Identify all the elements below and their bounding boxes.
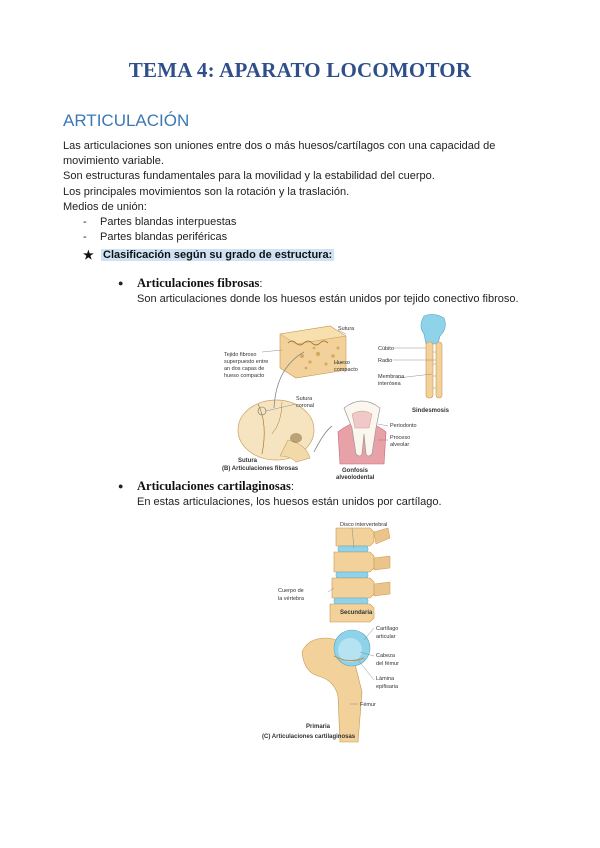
fibrosas-figure (218, 312, 470, 481)
cartilaginosas-title-line (118, 479, 442, 495)
cartilaginosas-title: Articulaciones cartilaginosas (137, 479, 291, 493)
label-cabeza-1: Cabeza (376, 653, 395, 659)
cartilaginosas-colon: : (290, 481, 294, 493)
figure-cartilaginosas-caption: (C) Articulaciones cartilaginosas (262, 734, 356, 740)
label-tejido-3: an dos capas de (224, 366, 265, 372)
fibrosas-colon: : (259, 278, 263, 290)
label-sutura-top: Sutura (338, 326, 355, 332)
label-disco: Disco intervertebral (340, 522, 388, 528)
label-proceso-2: alveolar (390, 442, 410, 448)
paragraph-definition: Las articulaciones son uniones entre dos o más huesos/cartílagos con una capacidad de movimiento variable. (63, 140, 496, 168)
label-cubito: Cúbito (378, 346, 394, 352)
label-membrana-1: Membrana (378, 374, 405, 380)
label-proceso-1: Proceso (390, 435, 411, 441)
classification-text: Clasificación según su grado de estructura: (103, 249, 333, 261)
list-item (63, 215, 543, 230)
label-gonfosis-1: Gonfosis (342, 468, 369, 474)
label-tejido-1: Tejido fibroso (224, 352, 257, 358)
cartilaginosas-block (118, 479, 442, 510)
label-periodonto: Periodonto (390, 423, 417, 429)
dash-marker: - (83, 216, 87, 229)
label-cuerpo-2: la vértebra (278, 596, 304, 602)
star-icon: ★ (83, 248, 94, 262)
label-sutura-bottom: Sutura (238, 458, 258, 464)
label-cartilago-2: articular (376, 634, 396, 640)
fibrosas-title-line (118, 276, 519, 292)
label-lamina-1: Lámina (376, 676, 395, 682)
label-primaria: Primaria (306, 724, 331, 730)
label-tejido-4: hueso compacto (224, 373, 265, 379)
bullet-icon: ● (118, 278, 124, 288)
document-title: TEMA 4: APARATO LOCOMOTOR (128, 58, 472, 82)
classification-heading (83, 248, 334, 262)
label-sindesmosis: Sindesmosis (412, 408, 450, 414)
bullet-icon: ● (118, 481, 124, 491)
forearm-illustration (421, 314, 445, 398)
tooth-illustration (338, 401, 386, 464)
label-lamina-2: epifisaria (376, 684, 399, 690)
intro-text (63, 139, 543, 245)
cartilaginosas-figure (258, 516, 418, 744)
figure-fibrosas-caption: (B) Articulaciones fibrosas (222, 466, 299, 472)
label-radio: Radio (378, 358, 393, 364)
skull-illustration (238, 400, 314, 462)
label-cabeza-2: del fémur (376, 661, 399, 667)
list-item-text: Partes blandas periféricas (100, 231, 228, 244)
fibrosas-block (118, 276, 519, 307)
section-heading: ARTICULACIÓN (63, 111, 190, 130)
label-gonfosis-2: alveolodental (336, 475, 375, 481)
cartilaginosas-text: En estas articulaciones, los huesos están unidos por cartílago. (137, 496, 442, 508)
label-sutura-coronal-2: coronal (296, 403, 315, 409)
dash-marker: - (83, 231, 87, 244)
label-sutura-coronal-1: Sutura (296, 396, 313, 402)
label-hueso-1: Hueso (334, 360, 350, 366)
paragraph-movements: Los principales movimientos son la rotación y la traslación. (63, 185, 350, 198)
label-cartilago-1: Cartílago (376, 626, 399, 632)
list-item-text: Partes blandas interpuestas (100, 216, 237, 229)
label-tejido-2: superpuesto entre (224, 359, 269, 365)
label-cuerpo-1: Cuerpo de (278, 588, 304, 594)
paragraph-importance: Son estructuras fundamentales para la movilidad y la estabilidad del cuerpo. (63, 170, 435, 183)
label-membrana-2: interósea (378, 381, 401, 387)
label-hueso-2: compacto (334, 367, 358, 373)
union-list (63, 215, 543, 245)
label-femur: Fémur (360, 702, 376, 708)
fibrosas-text: Son articulaciones donde los huesos están unidos por tejido conectivo fibroso. (137, 293, 519, 305)
vertebrae-illustration (330, 528, 390, 622)
label-secundaria: Secundaria (340, 610, 373, 616)
paragraph-union: Medios de unión: (63, 200, 147, 213)
list-item (63, 230, 543, 245)
fibrosas-title: Articulaciones fibrosas (137, 276, 260, 290)
